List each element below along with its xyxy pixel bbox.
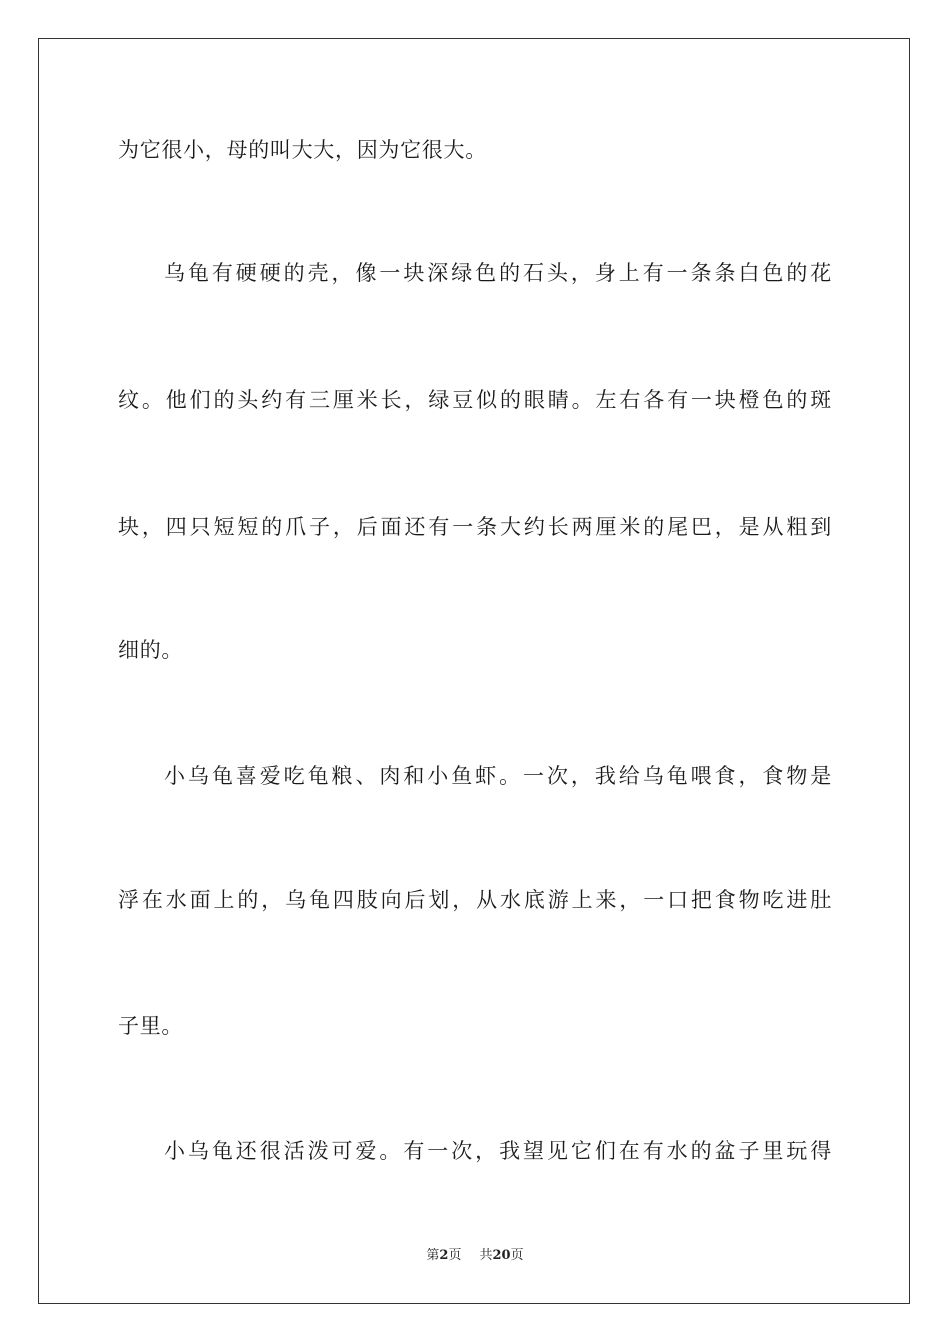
text-line-7: 浮在水面上的，乌龟四肢向后划，从水底游上来，一口把食物吃进肚: [118, 888, 832, 912]
text-line-3: 纹。他们的头约有三厘米长，绿豆似的眼睛。左右各有一块橙色的斑: [118, 388, 832, 412]
total-pages: 20: [492, 1248, 511, 1263]
text-line-1: 为它很小，母的叫大大，因为它很大。: [118, 138, 487, 162]
page-prefix: 第: [426, 1248, 440, 1263]
total-suffix: 页: [510, 1248, 524, 1263]
text-line-8: 子里。: [118, 1014, 184, 1038]
page-number: 2: [439, 1248, 449, 1263]
page-footer: [0, 1246, 950, 1266]
text-line-2: 乌龟有硬硬的壳，像一块深绿色的石头，身上有一条条白色的花: [164, 261, 832, 285]
total-prefix: 共: [479, 1248, 493, 1263]
text-line-4: 块，四只短短的爪子，后面还有一条大约长两厘米的尾巴，是从粗到: [118, 515, 832, 539]
text-line-5: 细的。: [118, 638, 184, 662]
page-border: [38, 38, 910, 1304]
text-line-9: 小乌龟还很活泼可爱。有一次，我望见它们在有水的盆子里玩得: [164, 1139, 832, 1163]
text-line-6: 小乌龟喜爱吃龟粮、肉和小鱼虾。一次，我给乌龟喂食，食物是: [164, 764, 832, 788]
page-suffix: 页: [448, 1248, 462, 1263]
